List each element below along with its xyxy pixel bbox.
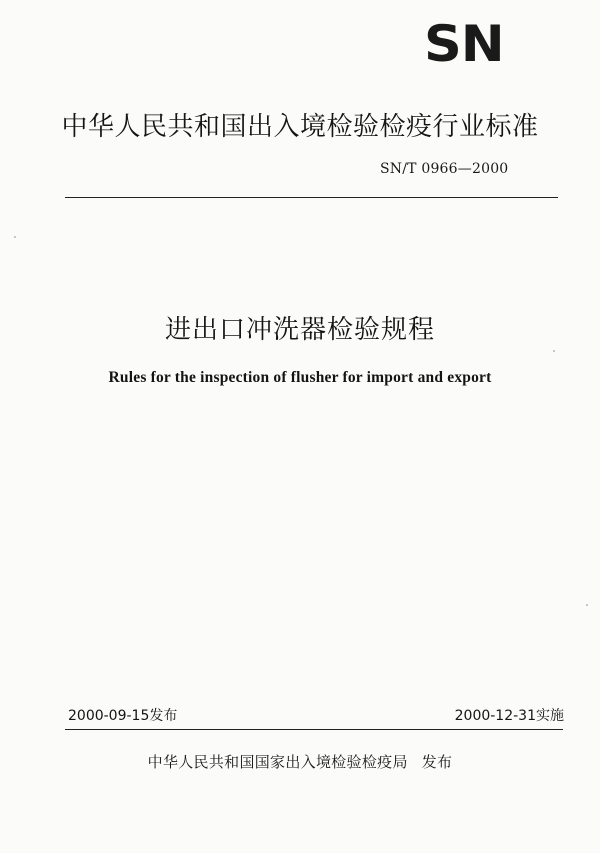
standard-number: SN/T 0966—2000 <box>380 161 509 177</box>
scan-speck <box>14 236 16 238</box>
implementation-date: 2000-12-31实施 <box>454 708 564 724</box>
sn-logo: SN <box>424 15 504 73</box>
scan-speck <box>586 604 588 606</box>
document-title-chinese: 进出口冲洗器检验规程 <box>164 315 435 345</box>
publisher-name: 中华人民共和国国家出入境检验检疫局 <box>147 753 408 771</box>
document-title-english: Rules for the inspection of flusher for import and export <box>108 369 492 386</box>
bottom-divider <box>65 729 563 730</box>
publisher-action: 发布 <box>421 753 453 771</box>
scan-speck <box>553 350 555 352</box>
issue-date: 2000-09-15发布 <box>68 708 178 724</box>
industry-standard-title: 中华人民共和国出入境检验检疫行业标准 <box>61 112 539 142</box>
top-divider <box>65 197 558 198</box>
publisher-line <box>0 752 600 772</box>
